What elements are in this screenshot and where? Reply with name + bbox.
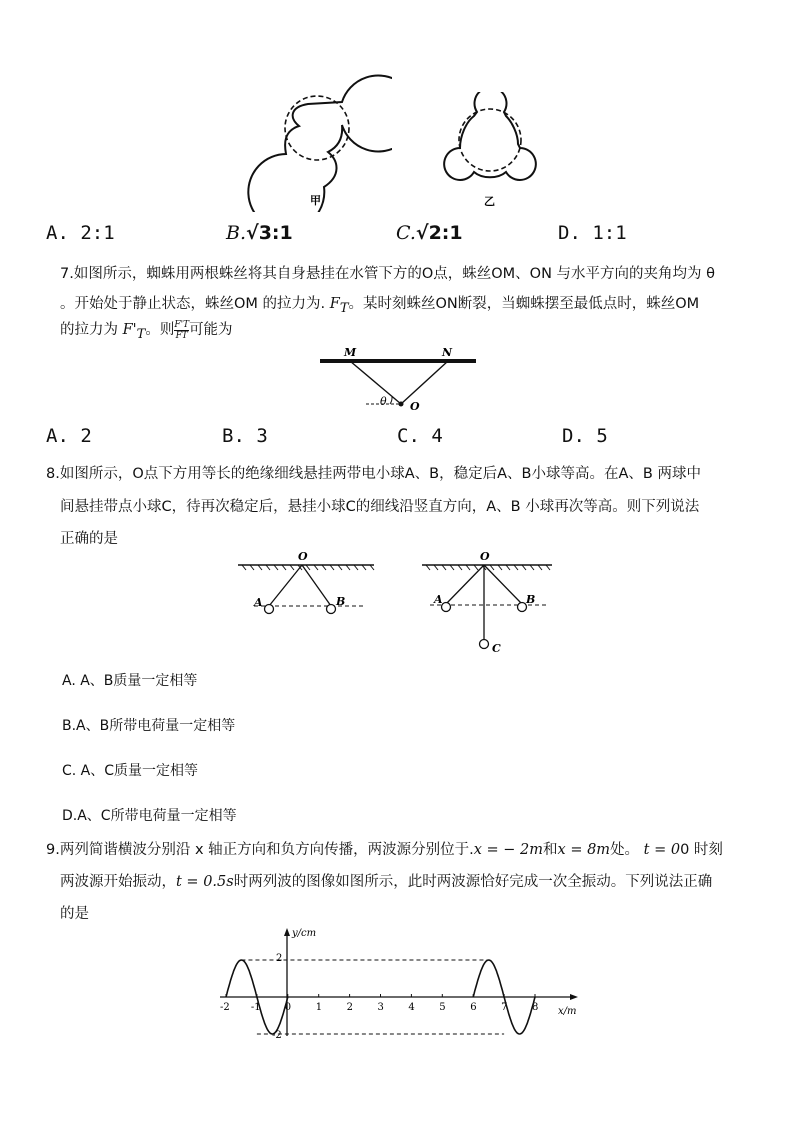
q7-option-c: C. 4 (397, 425, 443, 447)
q7-label-theta: θ (380, 395, 387, 408)
q9-text-line1: 9.两列简谐横波分别沿 x 轴正方向和负方向传播，两波源分别位于.x = − 2m和x = 8m处。 t = 00 时刻 (46, 842, 723, 858)
q6-option-d: D. 1:1 (558, 222, 627, 244)
q7-label-o: O (410, 400, 420, 413)
q9-xtick-label: 0 (284, 1002, 292, 1013)
q9-xtick-label: 8 (532, 1002, 539, 1013)
q8-right-label-a: A (434, 593, 443, 606)
q8-option-a: A. A、B质量一定相等 (62, 673, 198, 689)
q7-label-m: M (344, 346, 357, 359)
q8-right-label-o: O (480, 550, 490, 563)
q6-label-jia: 甲 (310, 194, 321, 207)
q8-left-label-b: B (336, 595, 346, 608)
q7-text-line2: 。开始处于静止状态，蛛丝OM 的拉力为. $F_T$。某时刻蛛丝ON断裂，当蜘蛛摆至最低点时，蛛丝OM (60, 296, 700, 316)
q6-option-b: B.√3:1 (226, 222, 293, 244)
q8-option-c: C. A、C质量一定相等 (62, 763, 199, 779)
q8-option-b: B.A、B所带电荷量一定相等 (62, 718, 236, 734)
q8-right-label-b: B (526, 593, 536, 606)
q9-xtick-label: -1 (250, 1002, 261, 1013)
q8-text-line1: 8.如图所示，O点下方用等长的绝缘细线悬挂两带电小球A、B，稳定后A、B小球等高。在A、B 两球中 (46, 466, 701, 482)
q9-xtick-label: 5 (439, 1002, 446, 1013)
q9-xtick-label: 1 (315, 1002, 323, 1013)
q9-xtick-label: 6 (470, 1002, 477, 1013)
q9-xtick-label: 2 (346, 1002, 353, 1013)
q7-text-line1: 7.如图所示，蜘蛛用两根蛛丝将其自身悬挂在水管下方的O点，蛛丝OM、ON 与水平方向的夹角均为 θ (60, 266, 716, 282)
q9-text-line3: 的是 (60, 906, 89, 922)
q9-text-line2: 两波源开始振动，t = 0.5s时两列波的图像如图所示，此时两波源恰好完成一次全振动。下列说法正确 (60, 874, 713, 890)
q9-ytick-2: 2 (276, 953, 283, 964)
q8-figure-right (418, 548, 556, 654)
q9-xtick-label: 7 (501, 1002, 508, 1013)
q7-fraction: $\frac{F'T}{FT}$ (174, 319, 190, 341)
q9-xtick-label: -2 (220, 1002, 230, 1013)
q9-axis-label-x: x/m (558, 1006, 577, 1017)
q8-left-label-a: A (254, 596, 263, 609)
q7-option-b: B. 3 (222, 425, 268, 447)
q8-figure-left (234, 548, 380, 620)
q7-option-a: A. 2 (46, 425, 92, 447)
q7-figure (316, 344, 482, 414)
q8-text-line3: 正确的是 (60, 531, 118, 547)
q6-figure-yi (432, 92, 548, 210)
q9-xtick-label: 3 (377, 1002, 384, 1013)
q8-right-label-c: C (492, 642, 501, 654)
q7-text-line3: 的拉力为 $F'_T$。则 $\frac{F'T}{FT}$ 可能为 (60, 319, 233, 342)
q9-wave-chart (210, 924, 590, 1044)
q6-option-a: A. 2:1 (46, 222, 115, 244)
q6-label-yi: 乙 (484, 195, 495, 208)
q7-option-d: D. 5 (562, 425, 608, 447)
q6-figure-jia (244, 66, 392, 212)
q9-axis-label-y: y/cm (292, 928, 317, 939)
q7-label-n: N (442, 346, 453, 359)
q8-text-line2: 间悬挂带点小球C，待再次稳定后，悬挂小球C的细线沿竖直方向，A、B 小球再次等高。则下列说法 (60, 499, 700, 515)
q9-xtick-label: 4 (408, 1002, 415, 1013)
q9-ytick-neg2: -2 (272, 1030, 282, 1041)
q8-option-d: D.A、C所带电荷量一定相等 (62, 808, 237, 824)
q8-left-label-o: O (298, 550, 308, 563)
q6-option-c: C.√2:1 (396, 222, 463, 244)
